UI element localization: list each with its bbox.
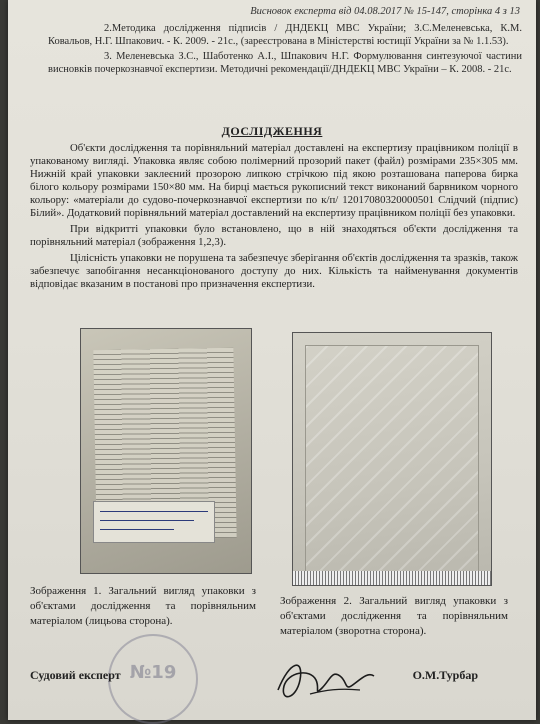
caption-image-1: Зображення 1. Загальний вигляд упаковки з об'єктами дослідження та порівняльним матеріалом (лицьова сторона). (30, 585, 256, 627)
handwritten-signature (270, 650, 380, 706)
stamp-number: №19 (129, 662, 177, 683)
photo-barcode-strip (293, 571, 491, 585)
reference-item: 3. Меленевська З.С., Шаботенко А.І., Шпакович Н.Г. Формулювання синтезуючої частини висновків почеркознавчої експертизи. Методичні рекомендації/ДНДЕКЦ МВС України – К. 2008. - 21с. (48, 51, 522, 75)
section-title: ДОСЛІДЖЕННЯ (221, 124, 323, 138)
reference-list (48, 22, 522, 76)
paragraph: При відкритті упаковки було встановлено, що в ній знаходяться об'єкти дослідження та порівняльний матеріал (зображення 1,2,3). (30, 223, 518, 248)
photo-package-front (80, 328, 252, 574)
document-page (8, 0, 536, 720)
reference-item: 2.Методика дослідження підписів / ДНДЕКЦ МВС України; З.С.Меленевська, К.М. Ковальов, Н.Г. Шпакович. - К. 2009. - 21с., (зареєстрована в Міністерстві юстиції України за № 1.1.53). (48, 23, 522, 47)
signer-role: Судовий експерт (30, 668, 121, 682)
research-text (30, 142, 518, 294)
signer-name: О.М.Турбар (412, 668, 478, 682)
photo-paper-tag (93, 501, 215, 543)
official-stamp (108, 634, 198, 724)
photo-plastic-sleeve (305, 345, 479, 573)
page-header: Висновок експерта від 04.08.2017 № 15-147, сторінка 4 з 13 (250, 6, 520, 17)
paragraph: Цілісність упаковки не порушена та забезпечує зберігання об'єктів дослідження та зразків, також забезпечує запобігання несанкціонованого доступу до них. Кількість та найменування документів відповідає вказаним в постанові про призначення експертизи. (30, 252, 518, 290)
paragraph: Об'єкти дослідження та порівняльний матеріал доставлені на експертизу працівником поліції в упакованому вигляді. Упаковка являє собою полімерний прозорий пакет (файл) розмірами 235×305 мм. Нижній край упаковки заклеєний прозорою липкою стрічкою під якою розташована паперова бирка білого кольору розмірами 150×80 мм. На бирці мається рукописний текст виконаний барвником чорного кольору: «матеріали до судово-почеркознавчої експертизи по к/п/ 12017080320000501 Слідчий (підпис) Білий». Додатковий порівняльний матеріал доставлений на експертизу працівником поліції без упаковки. (30, 142, 518, 219)
photo-package-back (292, 332, 492, 586)
caption-image-2: Зображення 2. Загальний вигляд упаковки з об'єктами дослідження та порівняльним матеріалом (зворотна сторона). (280, 595, 508, 637)
